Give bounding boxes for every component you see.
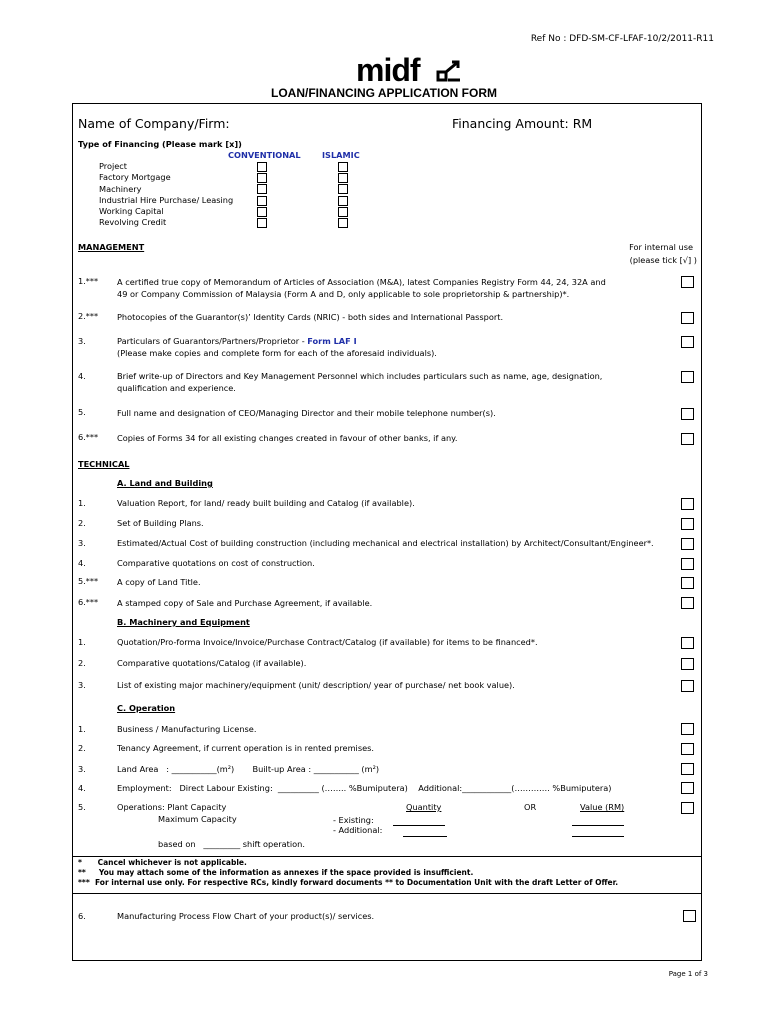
checkbox-working-capital-islamic[interactable] bbox=[338, 207, 348, 217]
item-text: A copy of Land Title. bbox=[117, 577, 201, 587]
internal-checkbox[interactable] bbox=[681, 276, 694, 288]
item-number: 1. bbox=[78, 637, 86, 647]
internal-checkbox[interactable] bbox=[681, 743, 694, 755]
internal-checkbox[interactable] bbox=[681, 637, 694, 649]
form-laf-link[interactable]: Form LAF I bbox=[307, 336, 357, 346]
internal-checkbox[interactable] bbox=[681, 723, 694, 735]
checkbox-project-islamic[interactable] bbox=[338, 162, 348, 172]
internal-checkbox[interactable] bbox=[681, 433, 694, 445]
item-text: Operations: Plant Capacity bbox=[117, 802, 227, 812]
footnote: ** You may attach some of the information as annexes if the space provided is insufficient. bbox=[78, 868, 474, 877]
financing-type-item: Project bbox=[99, 161, 128, 171]
item-text: Comparative quotations on cost of construction. bbox=[117, 558, 315, 568]
internal-checkbox[interactable] bbox=[681, 597, 694, 609]
item-text: (Please make copies and complete form for each of the aforesaid individuals). bbox=[117, 348, 437, 358]
value-rm-label: Value (RM) bbox=[580, 802, 625, 812]
internal-checkbox[interactable] bbox=[681, 518, 694, 530]
item-number: 3. bbox=[78, 336, 86, 346]
financing-amount-label: Financing Amount: RM bbox=[452, 116, 593, 131]
financing-type-item: Revolving Credit bbox=[99, 217, 167, 228]
existing-label: - Existing: bbox=[333, 815, 374, 825]
item-text: Brief write-up of Directors and Key Management Personnel which includes particulars such as name, age, designation, bbox=[117, 371, 603, 381]
item-number: 6.*** bbox=[78, 432, 99, 442]
financing-type-item: Industrial Hire Purchase/ Leasing bbox=[99, 194, 234, 205]
financing-type-item: Machinery bbox=[99, 183, 142, 194]
checkbox-working-capital-conventional[interactable] bbox=[257, 207, 267, 217]
financing-type-label: Type of Financing (Please mark [x]) bbox=[78, 139, 242, 149]
section-b-heading: B. Machinery and Equipment bbox=[117, 617, 250, 627]
internal-checkbox[interactable] bbox=[681, 763, 694, 775]
item-number: 4. bbox=[78, 558, 86, 568]
item-text: 49 or Company Commission of Malaysia (Form A and D, only applicable to sole proprietorship & partnership)*. bbox=[117, 289, 570, 299]
item-text: A stamped copy of Sale and Purchase Agreement, if available. bbox=[117, 598, 373, 608]
item-number: 1. bbox=[78, 724, 86, 734]
form-title: LOAN/FINANCING APPLICATION FORM bbox=[271, 86, 497, 100]
item-text: Employment: Direct Labour Existing: __________ (…….. %Bumiputera) Additional:____________(…………. %Bumiputera) bbox=[117, 783, 612, 793]
item-text-part: Particulars of Guarantors/Partners/Proprietor - bbox=[117, 336, 308, 346]
shift-operation-text: based on _________ shift operation. bbox=[158, 839, 305, 849]
checkbox-factory-mortgage-islamic[interactable] bbox=[338, 173, 348, 183]
footnote-divider bbox=[72, 856, 702, 857]
item-number: 1.*** bbox=[78, 276, 99, 286]
item-number: 6.*** bbox=[78, 597, 99, 607]
internal-checkbox[interactable] bbox=[681, 371, 694, 383]
existing-quantity-line[interactable] bbox=[393, 825, 445, 826]
item-text: List of existing major machinery/equipment (unit/ description/ year of purchase/ net book value). bbox=[117, 680, 515, 690]
item-number: 2. bbox=[78, 518, 86, 528]
page-number: Page 1 of 3 bbox=[668, 970, 708, 978]
technical-heading: TECHNICAL bbox=[78, 459, 130, 469]
financing-type-item: Factory Mortgage bbox=[99, 172, 171, 183]
internal-checkbox[interactable] bbox=[681, 577, 694, 589]
logo-mark-icon bbox=[436, 58, 462, 84]
checkbox-factory-mortgage-conventional[interactable] bbox=[257, 173, 267, 183]
internal-checkbox[interactable] bbox=[681, 680, 694, 692]
item-text: qualification and experience. bbox=[117, 383, 236, 393]
item-text: Manufacturing Process Flow Chart of your product(s)/ services. bbox=[117, 911, 375, 921]
item-number: 3. bbox=[78, 764, 86, 774]
footnote: * Cancel whichever is not applicable. bbox=[78, 858, 247, 867]
item-text: Estimated/Actual Cost of building construction (including mechanical and electrical installation) by Architect/Consultant/Engineer*. bbox=[117, 538, 654, 548]
checkbox-machinery-islamic[interactable] bbox=[338, 184, 348, 194]
item-text: Copies of Forms 34 for all existing changes created in favour of other banks, if any. bbox=[117, 433, 458, 443]
item-number: 2. bbox=[78, 658, 86, 668]
islamic-column-header: ISLAMIC bbox=[322, 150, 360, 160]
item-number: 5. bbox=[78, 802, 86, 812]
internal-checkbox[interactable] bbox=[681, 538, 694, 550]
internal-checkbox[interactable] bbox=[681, 558, 694, 570]
item-number: 2. bbox=[78, 743, 86, 753]
item-number: 2.*** bbox=[78, 311, 99, 321]
internal-checkbox[interactable] bbox=[681, 312, 694, 324]
quantity-label: Quantity bbox=[406, 802, 442, 812]
item-text: Full name and designation of CEO/Managing Director and their mobile telephone number(s). bbox=[117, 408, 496, 418]
internal-checkbox[interactable] bbox=[681, 408, 694, 420]
internal-use-tick-label: (please tick [√] ) bbox=[629, 255, 697, 265]
additional-quantity-line[interactable] bbox=[403, 836, 447, 837]
or-label: OR bbox=[524, 802, 537, 812]
footnote-divider bbox=[72, 893, 702, 894]
item-number: 5. bbox=[78, 407, 86, 417]
midf-logo bbox=[356, 52, 466, 88]
checkbox-revolving-credit-conventional[interactable] bbox=[257, 218, 267, 228]
checkbox-hire-purchase-islamic[interactable] bbox=[338, 196, 348, 206]
internal-checkbox[interactable] bbox=[681, 498, 694, 510]
item-text: A certified true copy of Memorandum of Articles of Association (M&A), latest Companies Registry Form 44, 24, 32A and bbox=[117, 277, 606, 287]
item-number: 3. bbox=[78, 680, 86, 690]
additional-label: - Additional: bbox=[333, 825, 383, 835]
item-text bbox=[117, 336, 357, 346]
checkbox-machinery-conventional[interactable] bbox=[257, 184, 267, 194]
financing-type-list bbox=[99, 161, 233, 229]
item-text: Business / Manufacturing License. bbox=[117, 724, 257, 734]
item-number: 1. bbox=[78, 498, 86, 508]
item-text: Quotation/Pro-forma Invoice/Invoice/Purchase Contract/Catalog (if available) for items to be financed*. bbox=[117, 637, 538, 647]
checkbox-project-conventional[interactable] bbox=[257, 162, 267, 172]
company-name-label: Name of Company/Firm: bbox=[78, 116, 230, 131]
max-capacity-label: Maximum Capacity bbox=[158, 814, 237, 824]
item-number: 3. bbox=[78, 538, 86, 548]
item-text: Set of Building Plans. bbox=[117, 518, 204, 528]
checkbox-hire-purchase-conventional[interactable] bbox=[257, 196, 267, 206]
form-frame bbox=[72, 103, 702, 961]
checkbox-revolving-credit-islamic[interactable] bbox=[338, 218, 348, 228]
internal-checkbox[interactable] bbox=[681, 336, 694, 348]
internal-checkbox[interactable] bbox=[683, 910, 696, 922]
internal-checkbox[interactable] bbox=[681, 658, 694, 670]
item-text: Tenancy Agreement, if current operation is in rented premises. bbox=[117, 743, 374, 753]
item-number: 4. bbox=[78, 783, 86, 793]
reference-number: Ref No : DFD-SM-CF-LFAF-10/2/2011-R11 bbox=[530, 34, 714, 44]
financing-type-item: Working Capital bbox=[99, 206, 164, 217]
item-text: Land Area : ___________(m²) Built-up Area : ___________ (m²) bbox=[117, 764, 380, 774]
section-a-heading: A. Land and Building bbox=[117, 478, 213, 488]
existing-value-line[interactable] bbox=[572, 825, 624, 826]
internal-checkbox[interactable] bbox=[681, 782, 694, 794]
item-text: Valuation Report, for land/ ready built building and Catalog (if available). bbox=[117, 498, 415, 508]
section-c-heading: C. Operation bbox=[117, 703, 176, 713]
logo-wordmark: midf bbox=[356, 52, 420, 88]
footnote: *** For internal use only. For respective RCs, kindly forward documents ** to Documentation Unit with the draft Letter of Offer. bbox=[78, 878, 619, 887]
item-text: Comparative quotations/Catalog (if available). bbox=[117, 658, 307, 668]
additional-value-line[interactable] bbox=[572, 836, 624, 837]
conventional-column-header: CONVENTIONAL bbox=[228, 150, 301, 160]
item-text: Photocopies of the Guarantor(s)’ Identity Cards (NRIC) - both sides and International Passport. bbox=[117, 312, 504, 322]
management-heading: MANAGEMENT bbox=[78, 242, 145, 252]
item-number: 5.*** bbox=[78, 576, 99, 586]
item-number: 4. bbox=[78, 371, 86, 381]
item-number: 6. bbox=[78, 911, 86, 921]
internal-use-label: For internal use bbox=[629, 242, 693, 252]
internal-checkbox[interactable] bbox=[681, 802, 694, 814]
